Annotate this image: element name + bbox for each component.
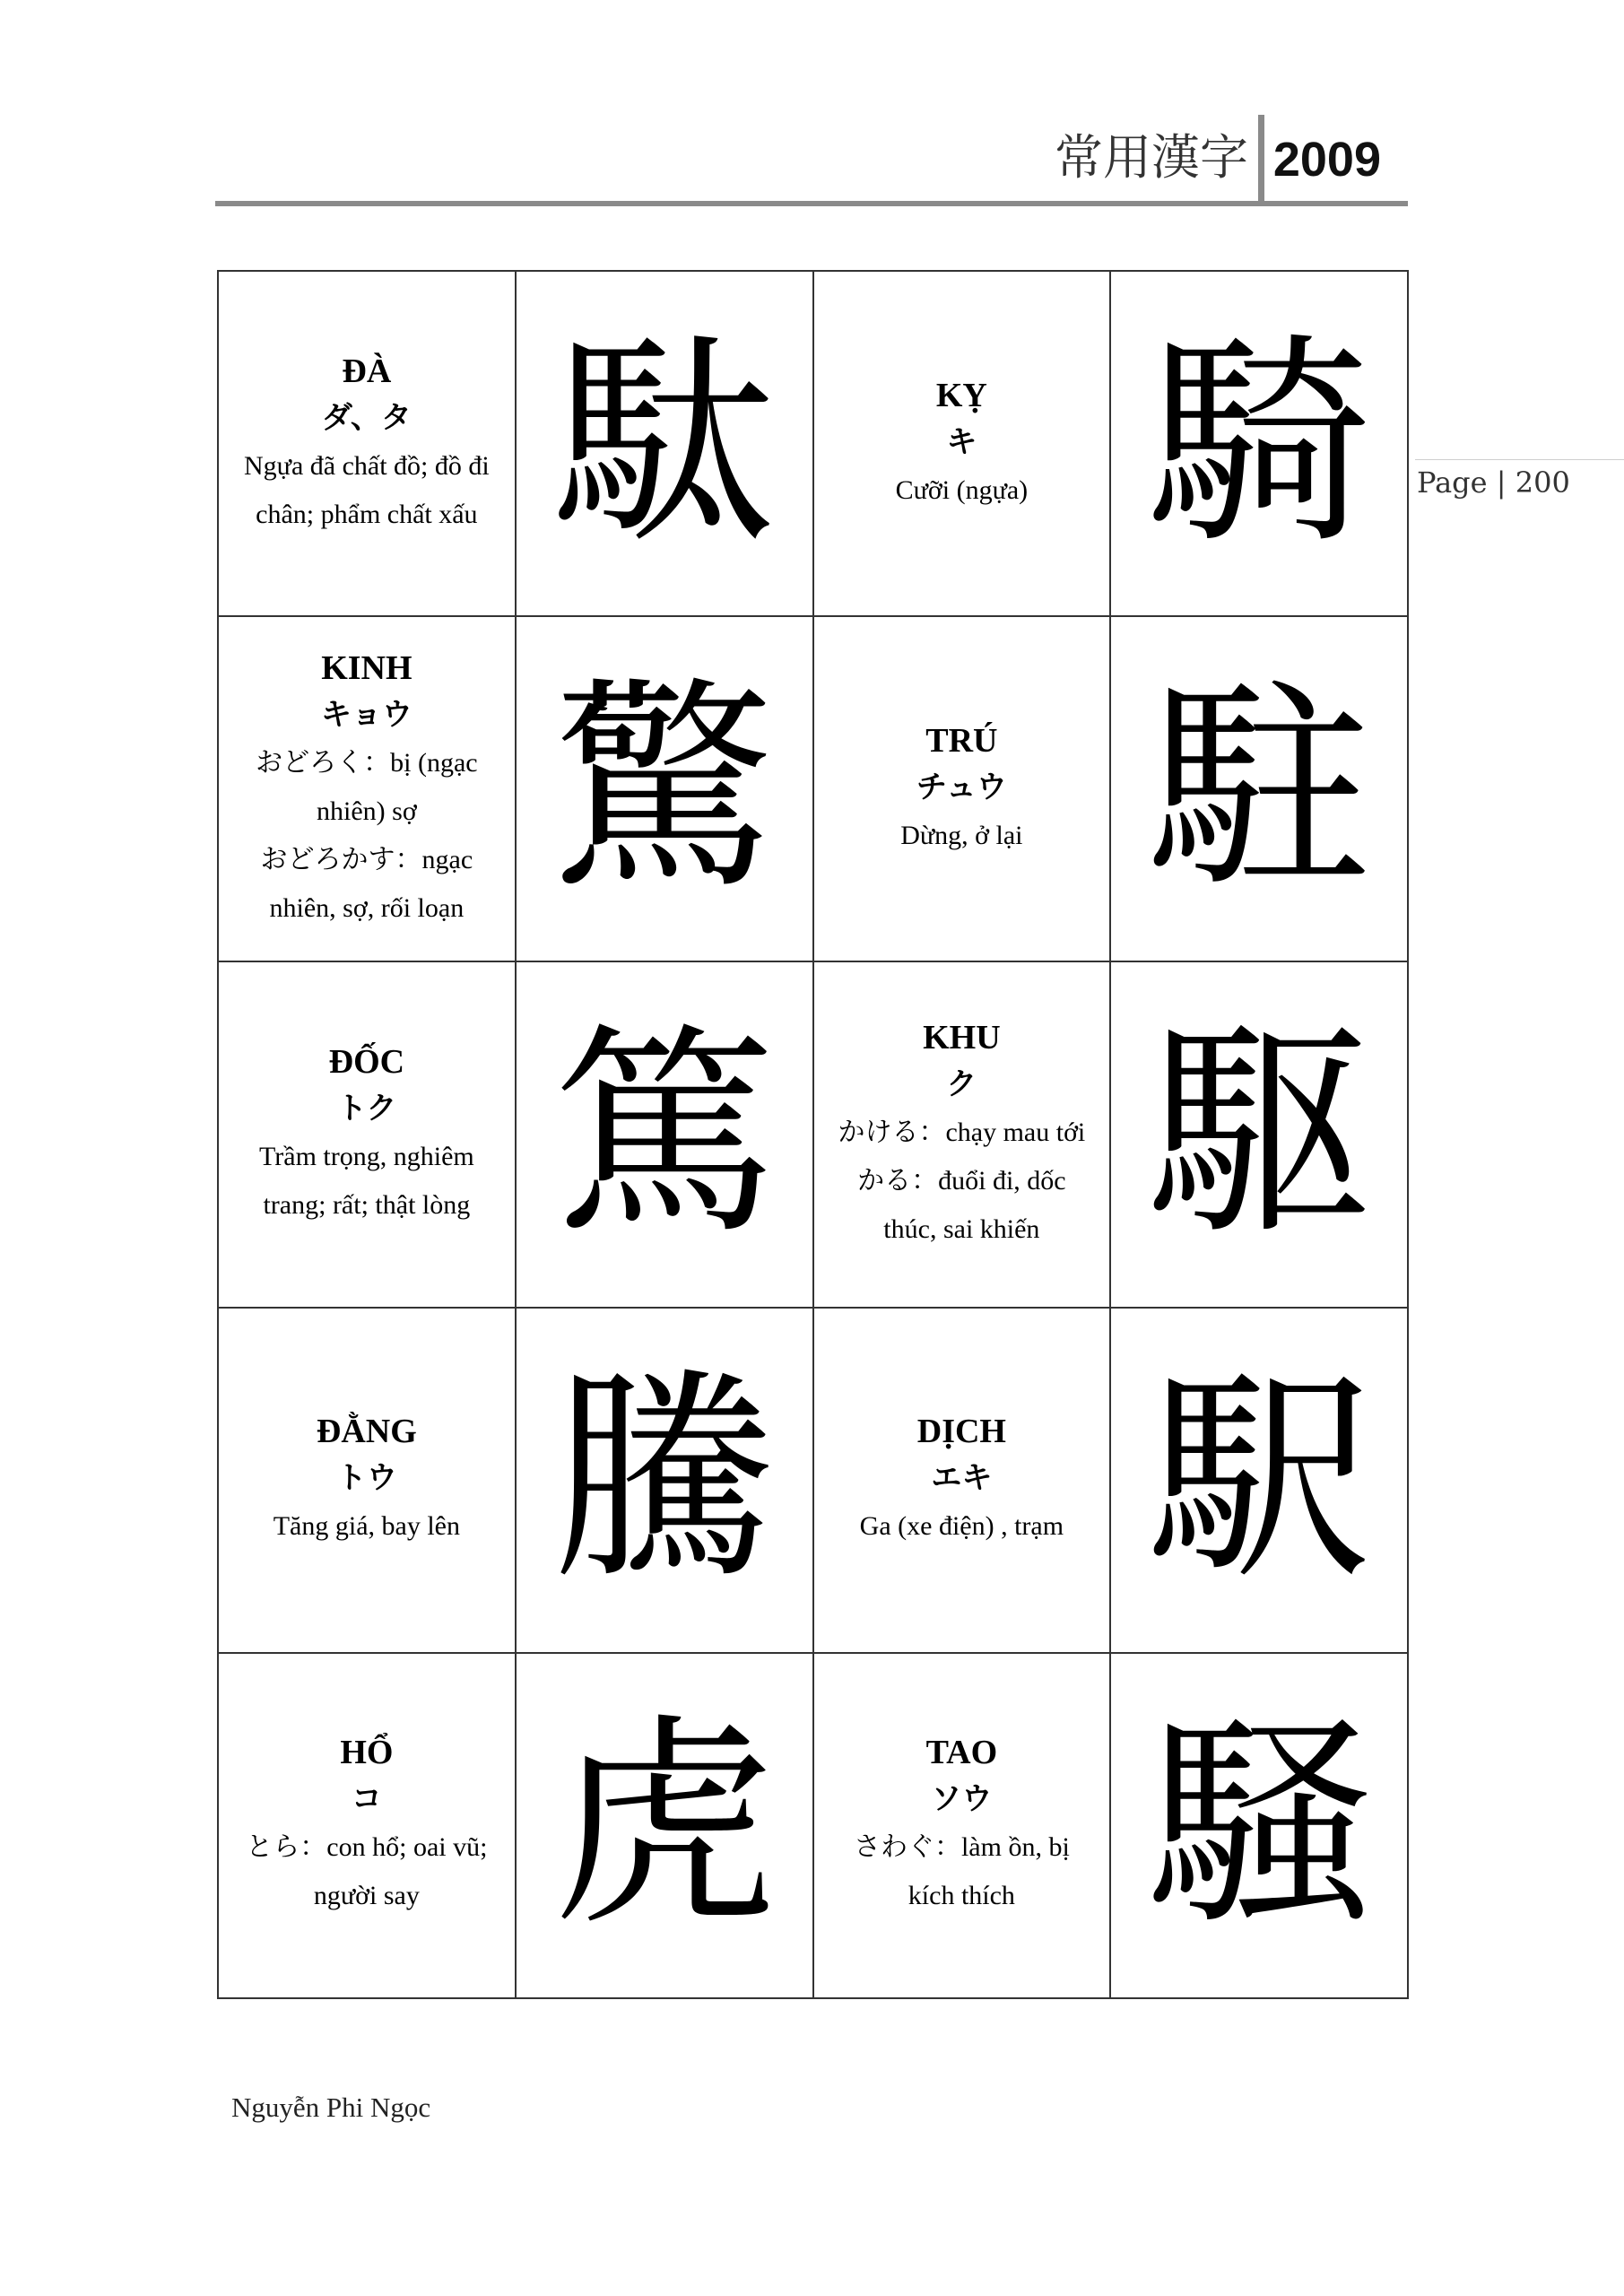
entry-info (814, 272, 1112, 617)
entry-info (219, 1309, 517, 1654)
kanji-character: 騎 (1111, 272, 1409, 617)
entry-info (219, 1654, 517, 1999)
han-viet-reading: ĐỐC (328, 1042, 405, 1081)
han-viet-reading: TAO (925, 1734, 998, 1772)
kanji-character: 篤 (517, 962, 814, 1308)
kanji-table (217, 270, 1409, 1999)
footer-author: Nguyễn Phi Ngọc (231, 2092, 431, 2123)
on-reading: チュウ (916, 769, 1007, 805)
kanji-character: 駐 (1111, 617, 1409, 962)
han-viet-reading: KỴ (935, 376, 987, 414)
kanji-character: 騒 (1111, 1654, 1409, 1999)
on-reading: トウ (335, 1460, 397, 1497)
header-title: 常用漢字 (1055, 129, 1248, 186)
header-year: 2009 (1272, 133, 1381, 187)
header-separator (1258, 115, 1264, 201)
meaning: Dừng, ở lại (900, 820, 1023, 850)
page-number: Page | 200 (1415, 459, 1624, 504)
kanji-character: 駅 (1111, 1309, 1409, 1654)
meaning: さわぐ：làm ồn, bị kích thích (853, 1832, 1070, 1911)
meaning: かける：chạy mau tới かる：đuổi đi, dốc thúc, sai khiến (838, 1117, 1086, 1244)
meaning: Tăng giá, bay lên (273, 1511, 460, 1542)
kanji-character: 虎 (517, 1654, 814, 1999)
on-reading: エキ (931, 1460, 993, 1497)
on-reading: ク (946, 1065, 977, 1102)
meaning: Ga (xe điện) , trạm (859, 1511, 1064, 1542)
han-viet-reading: DỊCH (916, 1413, 1006, 1451)
han-viet-reading: ĐẰNG (316, 1413, 417, 1451)
han-viet-reading: HỔ (340, 1734, 394, 1772)
on-reading: トク (336, 1090, 397, 1126)
kanji-character: 驚 (517, 617, 814, 962)
entry-info (814, 1654, 1112, 1999)
on-reading: コ (351, 1781, 382, 1818)
on-reading: キョウ (320, 696, 413, 733)
han-viet-reading: TRÚ (925, 721, 998, 760)
kanji-character: 駆 (1111, 962, 1409, 1308)
han-viet-reading: KINH (321, 648, 413, 687)
on-reading: ソウ (931, 1781, 993, 1818)
meaning: おどろく：bị (ngạc nhiên) sợ おどろかす：ngạc nhiên, sợ, rối loạn (256, 747, 478, 923)
entry-info (219, 617, 517, 962)
entry-info (219, 962, 517, 1308)
entry-info (219, 272, 517, 617)
on-reading: ダ、タ (321, 399, 412, 436)
kanji-character: 騰 (517, 1309, 814, 1654)
meaning: Ngựa đã chất đồ; đồ đi chân; phẩm chất xấu (244, 450, 490, 529)
entry-info (814, 962, 1112, 1308)
han-viet-reading: KHU (923, 1018, 1001, 1057)
entry-info (814, 617, 1112, 962)
entry-info (814, 1309, 1112, 1654)
meaning: Trầm trọng, nghiêm trang; rất; thật lòng (259, 1141, 474, 1220)
meaning: とら：con hổ; oai vũ; người say (246, 1832, 488, 1911)
on-reading: キ (946, 423, 977, 460)
han-viet-reading: ĐÀ (342, 352, 392, 390)
meaning: Cưỡi (ngựa) (895, 474, 1029, 505)
page-header (215, 115, 1408, 206)
kanji-character: 駄 (517, 272, 814, 617)
